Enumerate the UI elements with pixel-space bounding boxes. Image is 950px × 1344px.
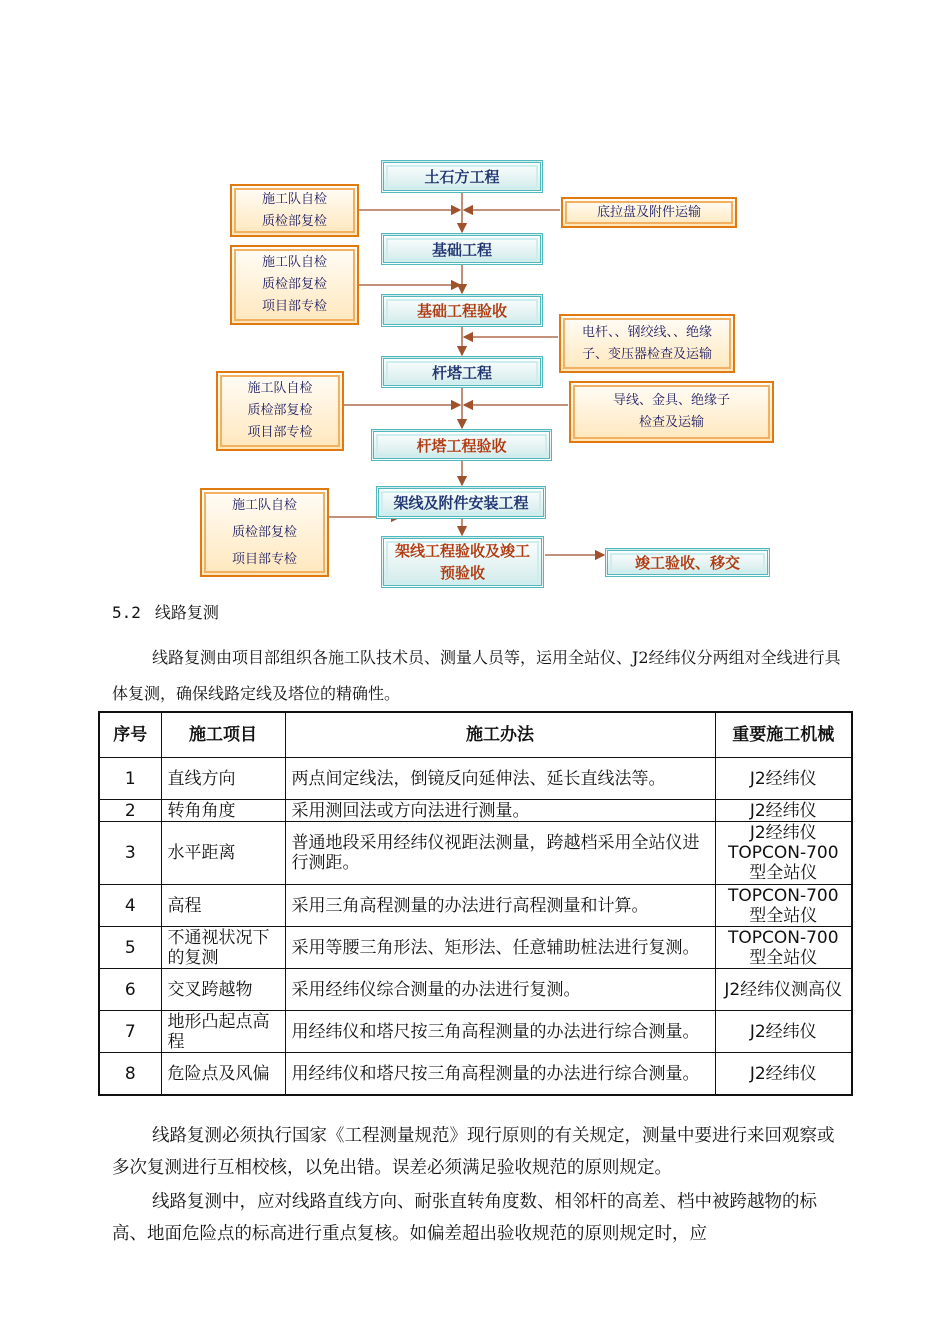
- cell-equipment: J2经纬仪: [715, 1053, 852, 1096]
- table-row: [99, 969, 852, 1011]
- section-number: 5.2: [112, 603, 141, 622]
- cell-item: 高程: [161, 885, 285, 927]
- table-row: [99, 927, 852, 969]
- cell-equipment: J2经纬仪: [715, 758, 852, 800]
- transport-box-2: 电杆、、钢绞线、、绝缘 子、变压器检查及运输: [559, 314, 735, 373]
- step-tower: 杆塔工程: [381, 356, 543, 388]
- cell-method: 采用测回法或方向法进行测量。: [285, 800, 715, 822]
- cell-method: 采用经纬仪综合测量的办法进行复测。: [285, 969, 715, 1011]
- cell-index: 6: [99, 969, 161, 1011]
- step-foundation: 基础工程: [381, 233, 543, 265]
- quality-check-box-3: 施工队自检 质检部复检 项目部专检: [216, 371, 344, 451]
- cell-item: 危险点及风偏: [161, 1053, 285, 1096]
- cell-method: 采用等腰三角形法、矩形法、任意辅助桩法进行复测。: [285, 927, 715, 969]
- step-earthwork: 土石方工程: [381, 160, 543, 193]
- step-tower-acceptance: 杆塔工程验收: [371, 429, 552, 461]
- cell-item: 不通视状况下的复测: [161, 927, 285, 969]
- body-paragraph-2: 线路复测中，应对线路直线方向、耐张直转角度数、相邻杆的高差、档中被跨越物的标高、地面危险点的标高进行重点复核。如偏差超出验收规范的原则规定时，应: [112, 1192, 817, 1244]
- header-method: 施工办法: [285, 712, 715, 758]
- intro-paragraph: 线路复测由项目部组织各施工队技术员、测量人员等，运用全站仪、J2经纬仪分两组对全线进行具体复测，确保线路定线及塔位的精确性。: [112, 648, 841, 703]
- cell-item: 交叉跨越物: [161, 969, 285, 1011]
- cell-equipment: TOPCON-700型全站仪: [715, 927, 852, 969]
- cell-equipment: J2经纬仪测高仪: [715, 969, 852, 1011]
- cell-equipment: J2经纬仪: [715, 800, 852, 822]
- quality-check-box-4: 施工队自检 质检部复检 项目部专检: [200, 488, 329, 577]
- cell-item: 地形凸起点高程: [161, 1011, 285, 1053]
- cell-index: 2: [99, 800, 161, 822]
- section-title: 线路复测: [154, 603, 219, 622]
- table-row: [99, 758, 852, 800]
- step-stringing: 架线及附件安装工程: [376, 486, 546, 519]
- cell-index: 1: [99, 758, 161, 800]
- header-item: 施工项目: [161, 712, 285, 758]
- step-foundation-acceptance: 基础工程验收: [381, 294, 543, 327]
- quality-check-box-1: 施工队自检 质检部复检: [230, 184, 359, 237]
- table-row: [99, 1053, 852, 1096]
- header-index: 序号: [99, 712, 161, 758]
- transport-box-3: 导线、金具、绝缘子 检查及运输: [569, 381, 774, 443]
- transport-box-1: 底拉盘及附件运输: [561, 197, 737, 228]
- table-row: [99, 822, 852, 885]
- step-stringing-acceptance: 架线工程验收及竣工预验收: [381, 536, 544, 588]
- table-row: [99, 800, 852, 822]
- table-header-row: [99, 712, 852, 758]
- header-equipment: 重要施工机械: [715, 712, 852, 758]
- quality-check-box-2: 施工队自检 质检部复检 项目部专检: [230, 245, 359, 325]
- cell-method: 两点间定线法，倒镜反向延伸法、延长直线法等。: [285, 758, 715, 800]
- cell-index: 4: [99, 885, 161, 927]
- table-row: [99, 1011, 852, 1053]
- cell-method: 普通地段采用经纬仪视距法测量，跨越档采用全站仪进行测距。: [285, 822, 715, 885]
- body-paragraph-1: 线路复测必须执行国家《工程测量规范》现行原则的有关规定，测量中要进行来回观察或多次复测进行互相校核，以免出错。误差必须满足验收规范的原则规定。: [112, 1126, 835, 1178]
- cell-method: 用经纬仪和塔尺按三角高程测量的办法进行综合测量。: [285, 1053, 715, 1096]
- cell-method: 采用三角高程测量的办法进行高程测量和计算。: [285, 885, 715, 927]
- cell-method: 用经纬仪和塔尺按三角高程测量的办法进行综合测量。: [285, 1011, 715, 1053]
- survey-method-table: [98, 711, 853, 1096]
- cell-equipment: TOPCON-700型全站仪: [715, 885, 852, 927]
- section-heading: [112, 600, 219, 623]
- cell-index: 7: [99, 1011, 161, 1053]
- cell-item: 转角角度: [161, 800, 285, 822]
- cell-equipment: J2经纬仪 TOPCON-700型全站仪: [715, 822, 852, 885]
- step-final-handover: 竣工验收、移交: [605, 548, 770, 577]
- cell-index: 3: [99, 822, 161, 885]
- cell-index: 5: [99, 927, 161, 969]
- cell-item: 直线方向: [161, 758, 285, 800]
- cell-equipment: J2经纬仪: [715, 1011, 852, 1053]
- cell-item: 水平距离: [161, 822, 285, 885]
- cell-index: 8: [99, 1053, 161, 1096]
- table-row: [99, 885, 852, 927]
